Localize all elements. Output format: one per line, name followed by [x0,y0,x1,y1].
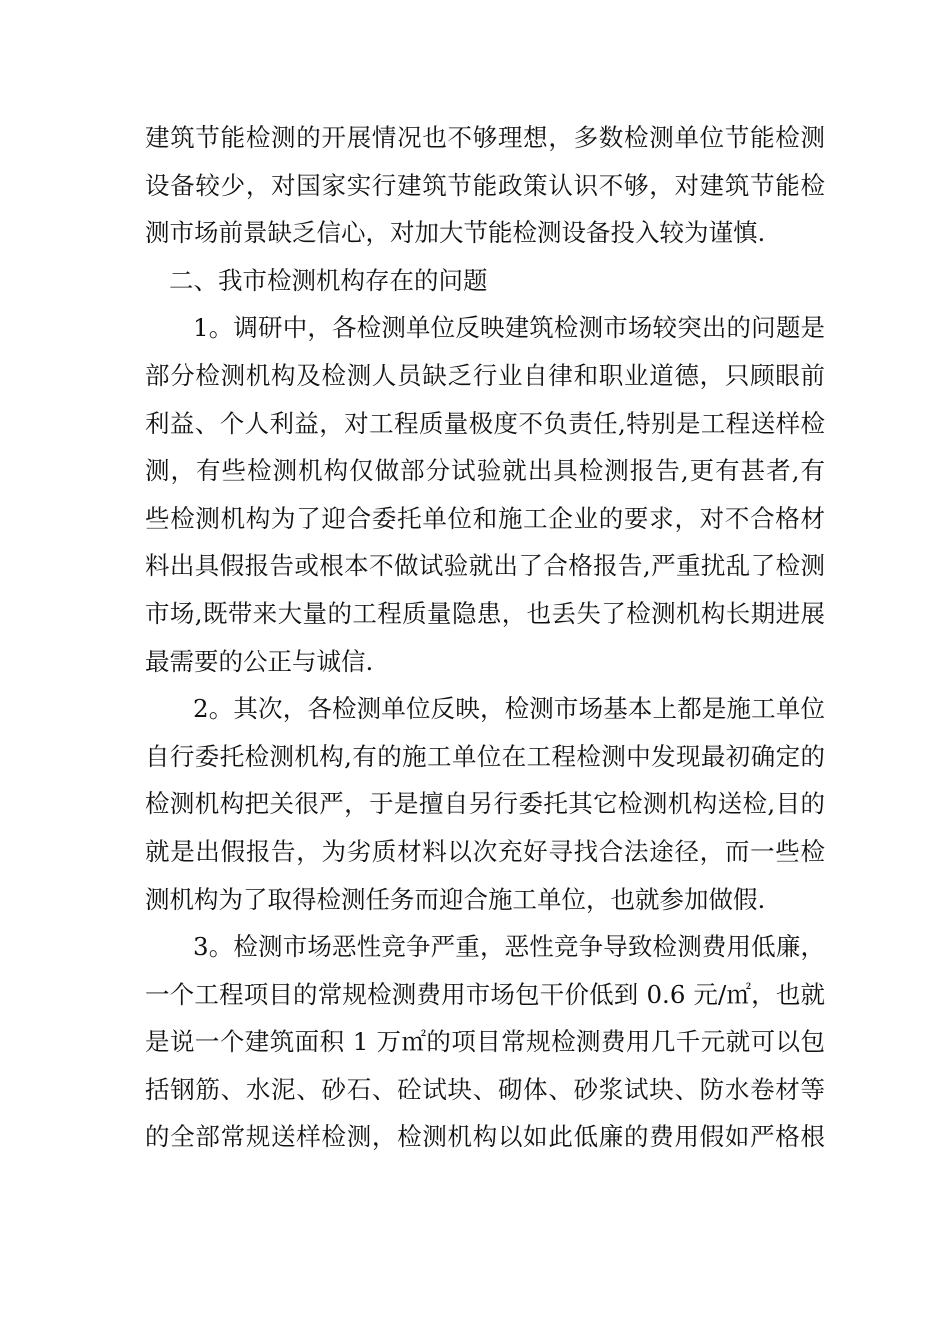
document-body [145,114,825,1161]
text-line: 测市场前景缺乏信心，对加大节能检测设备投入较为谨慎. [145,218,766,248]
text-line: 最需要的公正与诚信. [145,646,374,676]
text-line: 部分检测机构及检测人员缺乏行业自律和职业道德，只顾眼前 [145,360,825,390]
text-line: 就是出假报告，为劣质材料以次充好寻找合法途径，而一些检 [145,836,825,866]
text-line: 是说一个建筑面积 1 万㎡的项目常规检测费用几千元就可以包 [145,1027,825,1057]
text-line: 料出具假报告或根本不做试验就出了合格报告,严重扰乱了检测 [145,551,825,581]
paragraph-1 [145,304,825,685]
text-line: 括钢筋、水泥、砂石、砼试块、砌体、砂浆试块、防水卷材等 [145,1074,825,1104]
text-line: 测机构为了取得检测任务而迎合施工单位，也就参加做假. [145,884,766,914]
text-line: 一个工程项目的常规检测费用市场包干价低到 0.6 元/㎡，也就 [145,979,825,1009]
paragraph-2 [145,685,825,923]
text-line: 的全部常规送样检测，检测机构以如此低廉的费用假如严格根 [145,1122,825,1152]
text-line: 检测机构把关很严，于是擅自另行委托其它检测机构送检,目的 [145,789,825,819]
text-line: 自行委托检测机构,有的施工单位在工程检测中发现最初确定的 [145,741,825,771]
paragraph-3 [145,923,825,1161]
text-line: 设备较少，对国家实行建筑节能政策认识不够，对建筑节能检 [145,170,825,200]
text-line: 2。其次，各检测单位反映，检测市场基本上都是施工单位 [193,694,825,724]
section-heading: 二、我市检测机构存在的问题 [169,265,488,295]
text-line: 1。调研中，各检测单位反映建筑检测市场较突出的问题是 [193,313,825,343]
text-line: 建筑节能检测的开展情况也不够理想，多数检测单位节能检测 [145,123,825,152]
text-line: 测，有些检测机构仅做部分试验就出具检测报告,更有甚者,有 [145,456,825,486]
text-line: 些检测机构为了迎合委托单位和施工企业的要求，对不合格材 [145,503,825,533]
text-line: 3。检测市场恶性竞争严重，恶性竞争导致检测费用低廉， [193,932,825,962]
text-line: 市场,既带来大量的工程质量隐患，也丢失了检测机构长期进展 [145,598,825,628]
intro-paragraph [145,114,825,257]
text-line: 利益、个人利益，对工程质量极度不负责任,特别是工程送样检 [145,408,825,438]
